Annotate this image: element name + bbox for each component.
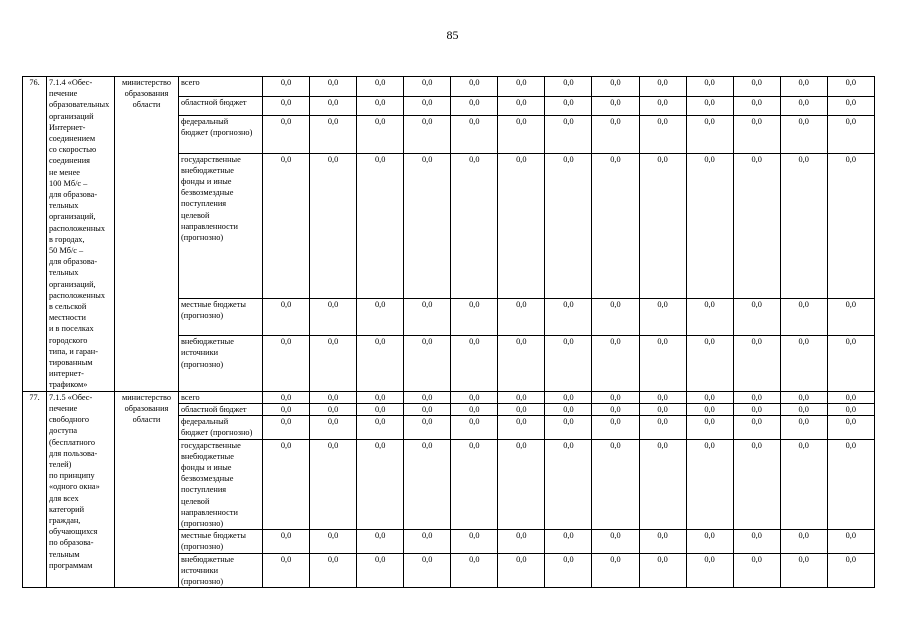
value-cell: 0,0 xyxy=(545,439,592,530)
value-cell: 0,0 xyxy=(451,77,498,97)
value-cell: 0,0 xyxy=(780,403,827,415)
value-cell: 0,0 xyxy=(733,416,780,439)
value-cell: 0,0 xyxy=(639,553,686,588)
value-cell: 0,0 xyxy=(592,391,639,403)
value-cell: 0,0 xyxy=(827,391,874,403)
value-cell: 0,0 xyxy=(263,553,310,588)
value-cell: 0,0 xyxy=(592,416,639,439)
value-cell: 0,0 xyxy=(733,439,780,530)
value-cell: 0,0 xyxy=(733,391,780,403)
value-cell: 0,0 xyxy=(498,96,545,116)
value-cell: 0,0 xyxy=(404,403,451,415)
value-cell: 0,0 xyxy=(639,153,686,298)
value-cell: 0,0 xyxy=(733,153,780,298)
value-cell: 0,0 xyxy=(545,96,592,116)
value-cell: 0,0 xyxy=(592,298,639,335)
value-cell: 0,0 xyxy=(545,391,592,403)
value-cell: 0,0 xyxy=(451,391,498,403)
value-cell: 0,0 xyxy=(451,153,498,298)
row-number: 77. xyxy=(23,391,47,587)
value-cell: 0,0 xyxy=(263,116,310,153)
budget-table xyxy=(22,76,875,588)
row-number: 76. xyxy=(23,77,47,392)
value-cell: 0,0 xyxy=(263,416,310,439)
value-cell: 0,0 xyxy=(263,153,310,298)
value-cell: 0,0 xyxy=(451,336,498,391)
value-cell: 0,0 xyxy=(310,403,357,415)
value-cell: 0,0 xyxy=(404,553,451,588)
value-cell: 0,0 xyxy=(686,391,733,403)
value-cell: 0,0 xyxy=(827,336,874,391)
value-cell: 0,0 xyxy=(498,116,545,153)
value-cell: 0,0 xyxy=(451,403,498,415)
value-cell: 0,0 xyxy=(498,298,545,335)
value-cell: 0,0 xyxy=(404,77,451,97)
funding-source: внебюджетные источники (прогнозно) xyxy=(179,553,263,588)
value-cell: 0,0 xyxy=(733,530,780,553)
value-cell: 0,0 xyxy=(733,336,780,391)
value-cell: 0,0 xyxy=(780,298,827,335)
value-cell: 0,0 xyxy=(451,96,498,116)
responsible-executor: министерство образования области xyxy=(115,77,179,392)
value-cell: 0,0 xyxy=(263,403,310,415)
funding-source: государственные внебюджетные фонды и иные безвозмездные поступления целевой направленности (прогнозно) xyxy=(179,439,263,530)
value-cell: 0,0 xyxy=(686,416,733,439)
value-cell: 0,0 xyxy=(263,336,310,391)
value-cell: 0,0 xyxy=(451,116,498,153)
value-cell: 0,0 xyxy=(404,96,451,116)
value-cell: 0,0 xyxy=(357,116,404,153)
value-cell: 0,0 xyxy=(592,553,639,588)
value-cell: 0,0 xyxy=(545,116,592,153)
value-cell: 0,0 xyxy=(592,530,639,553)
value-cell: 0,0 xyxy=(827,298,874,335)
value-cell: 0,0 xyxy=(639,439,686,530)
value-cell: 0,0 xyxy=(545,416,592,439)
value-cell: 0,0 xyxy=(404,530,451,553)
value-cell: 0,0 xyxy=(545,336,592,391)
value-cell: 0,0 xyxy=(639,530,686,553)
value-cell: 0,0 xyxy=(780,530,827,553)
value-cell: 0,0 xyxy=(827,96,874,116)
value-cell: 0,0 xyxy=(780,391,827,403)
value-cell: 0,0 xyxy=(498,553,545,588)
value-cell: 0,0 xyxy=(263,439,310,530)
value-cell: 0,0 xyxy=(263,77,310,97)
value-cell: 0,0 xyxy=(310,96,357,116)
funding-source: областной бюджет xyxy=(179,96,263,116)
value-cell: 0,0 xyxy=(451,530,498,553)
value-cell: 0,0 xyxy=(592,77,639,97)
funding-source: всего xyxy=(179,77,263,97)
value-cell: 0,0 xyxy=(686,77,733,97)
value-cell: 0,0 xyxy=(498,77,545,97)
value-cell: 0,0 xyxy=(827,116,874,153)
value-cell: 0,0 xyxy=(545,530,592,553)
value-cell: 0,0 xyxy=(592,96,639,116)
value-cell: 0,0 xyxy=(498,336,545,391)
responsible-executor: министерство образования области xyxy=(115,391,179,587)
value-cell: 0,0 xyxy=(451,416,498,439)
value-cell: 0,0 xyxy=(733,116,780,153)
value-cell: 0,0 xyxy=(686,403,733,415)
value-cell: 0,0 xyxy=(357,416,404,439)
value-cell: 0,0 xyxy=(827,416,874,439)
value-cell: 0,0 xyxy=(780,553,827,588)
value-cell: 0,0 xyxy=(686,553,733,588)
funding-source: местные бюджеты (прогнозно) xyxy=(179,530,263,553)
value-cell: 0,0 xyxy=(263,96,310,116)
page-number: 85 xyxy=(446,28,459,42)
value-cell: 0,0 xyxy=(733,96,780,116)
value-cell: 0,0 xyxy=(451,553,498,588)
value-cell: 0,0 xyxy=(592,439,639,530)
value-cell: 0,0 xyxy=(263,530,310,553)
value-cell: 0,0 xyxy=(357,530,404,553)
value-cell: 0,0 xyxy=(780,153,827,298)
value-cell: 0,0 xyxy=(780,336,827,391)
value-cell: 0,0 xyxy=(498,391,545,403)
value-cell: 0,0 xyxy=(780,416,827,439)
value-cell: 0,0 xyxy=(639,416,686,439)
value-cell: 0,0 xyxy=(827,439,874,530)
value-cell: 0,0 xyxy=(686,439,733,530)
value-cell: 0,0 xyxy=(404,298,451,335)
value-cell: 0,0 xyxy=(827,403,874,415)
value-cell: 0,0 xyxy=(357,553,404,588)
value-cell: 0,0 xyxy=(733,403,780,415)
value-cell: 0,0 xyxy=(310,391,357,403)
value-cell: 0,0 xyxy=(545,553,592,588)
value-cell: 0,0 xyxy=(310,416,357,439)
value-cell: 0,0 xyxy=(639,403,686,415)
value-cell: 0,0 xyxy=(592,153,639,298)
table-row xyxy=(23,77,875,97)
value-cell: 0,0 xyxy=(592,336,639,391)
value-cell: 0,0 xyxy=(780,439,827,530)
funding-source: государственные внебюджетные фонды и иные безвозмездные поступления целевой направленности (прогнозно) xyxy=(179,153,263,298)
value-cell: 0,0 xyxy=(686,96,733,116)
value-cell: 0,0 xyxy=(639,96,686,116)
value-cell: 0,0 xyxy=(498,153,545,298)
value-cell: 0,0 xyxy=(639,298,686,335)
value-cell: 0,0 xyxy=(545,77,592,97)
value-cell: 0,0 xyxy=(310,298,357,335)
value-cell: 0,0 xyxy=(686,336,733,391)
measure-name: 7.1.4 «Обес- печение образовательных организаций Интернет- соединением со скоростью соединения не менее 100 Мб/с – для образова- тельных организаций, расположенных в городах, 50 Мб/с – для образова- тельных организаций, расположенных в сельской местности и в поселках городского типа, и гаран- тированным интернет- трафиком» xyxy=(47,77,115,392)
value-cell: 0,0 xyxy=(357,77,404,97)
value-cell: 0,0 xyxy=(310,116,357,153)
value-cell: 0,0 xyxy=(451,298,498,335)
value-cell: 0,0 xyxy=(780,96,827,116)
value-cell: 0,0 xyxy=(310,439,357,530)
value-cell: 0,0 xyxy=(639,391,686,403)
value-cell: 0,0 xyxy=(310,553,357,588)
value-cell: 0,0 xyxy=(639,77,686,97)
value-cell: 0,0 xyxy=(357,298,404,335)
value-cell: 0,0 xyxy=(404,391,451,403)
value-cell: 0,0 xyxy=(357,153,404,298)
value-cell: 0,0 xyxy=(310,153,357,298)
value-cell: 0,0 xyxy=(404,416,451,439)
funding-source: федеральный бюджет (прогнозно) xyxy=(179,416,263,439)
value-cell: 0,0 xyxy=(404,336,451,391)
value-cell: 0,0 xyxy=(263,298,310,335)
value-cell: 0,0 xyxy=(827,77,874,97)
value-cell: 0,0 xyxy=(404,439,451,530)
value-cell: 0,0 xyxy=(827,553,874,588)
value-cell: 0,0 xyxy=(827,530,874,553)
value-cell: 0,0 xyxy=(686,116,733,153)
value-cell: 0,0 xyxy=(733,77,780,97)
value-cell: 0,0 xyxy=(592,116,639,153)
value-cell: 0,0 xyxy=(686,298,733,335)
value-cell: 0,0 xyxy=(545,403,592,415)
value-cell: 0,0 xyxy=(263,391,310,403)
value-cell: 0,0 xyxy=(357,391,404,403)
value-cell: 0,0 xyxy=(498,530,545,553)
table-row xyxy=(23,391,875,403)
value-cell: 0,0 xyxy=(780,116,827,153)
value-cell: 0,0 xyxy=(451,439,498,530)
value-cell: 0,0 xyxy=(498,439,545,530)
measure-name: 7.1.5 «Обес- печение свободного доступа (бесплатного для пользова- телей) по принципу «одного окна» для всех категорий граждан, обучающихся по образова- тельным программам xyxy=(47,391,115,587)
value-cell: 0,0 xyxy=(404,153,451,298)
value-cell: 0,0 xyxy=(733,298,780,335)
value-cell: 0,0 xyxy=(733,553,780,588)
value-cell: 0,0 xyxy=(357,336,404,391)
funding-source: местные бюджеты (прогнозно) xyxy=(179,298,263,335)
value-cell: 0,0 xyxy=(686,530,733,553)
funding-source: внебюджетные источники (прогнозно) xyxy=(179,336,263,391)
value-cell: 0,0 xyxy=(686,153,733,298)
value-cell: 0,0 xyxy=(827,153,874,298)
value-cell: 0,0 xyxy=(310,77,357,97)
value-cell: 0,0 xyxy=(357,96,404,116)
value-cell: 0,0 xyxy=(639,116,686,153)
value-cell: 0,0 xyxy=(780,77,827,97)
funding-source: областной бюджет xyxy=(179,403,263,415)
value-cell: 0,0 xyxy=(357,403,404,415)
funding-source: федеральный бюджет (прогнозно) xyxy=(179,116,263,153)
value-cell: 0,0 xyxy=(404,116,451,153)
funding-source: всего xyxy=(179,391,263,403)
value-cell: 0,0 xyxy=(310,530,357,553)
value-cell: 0,0 xyxy=(310,336,357,391)
value-cell: 0,0 xyxy=(357,439,404,530)
value-cell: 0,0 xyxy=(545,153,592,298)
value-cell: 0,0 xyxy=(545,298,592,335)
value-cell: 0,0 xyxy=(592,403,639,415)
value-cell: 0,0 xyxy=(498,416,545,439)
value-cell: 0,0 xyxy=(498,403,545,415)
value-cell: 0,0 xyxy=(639,336,686,391)
